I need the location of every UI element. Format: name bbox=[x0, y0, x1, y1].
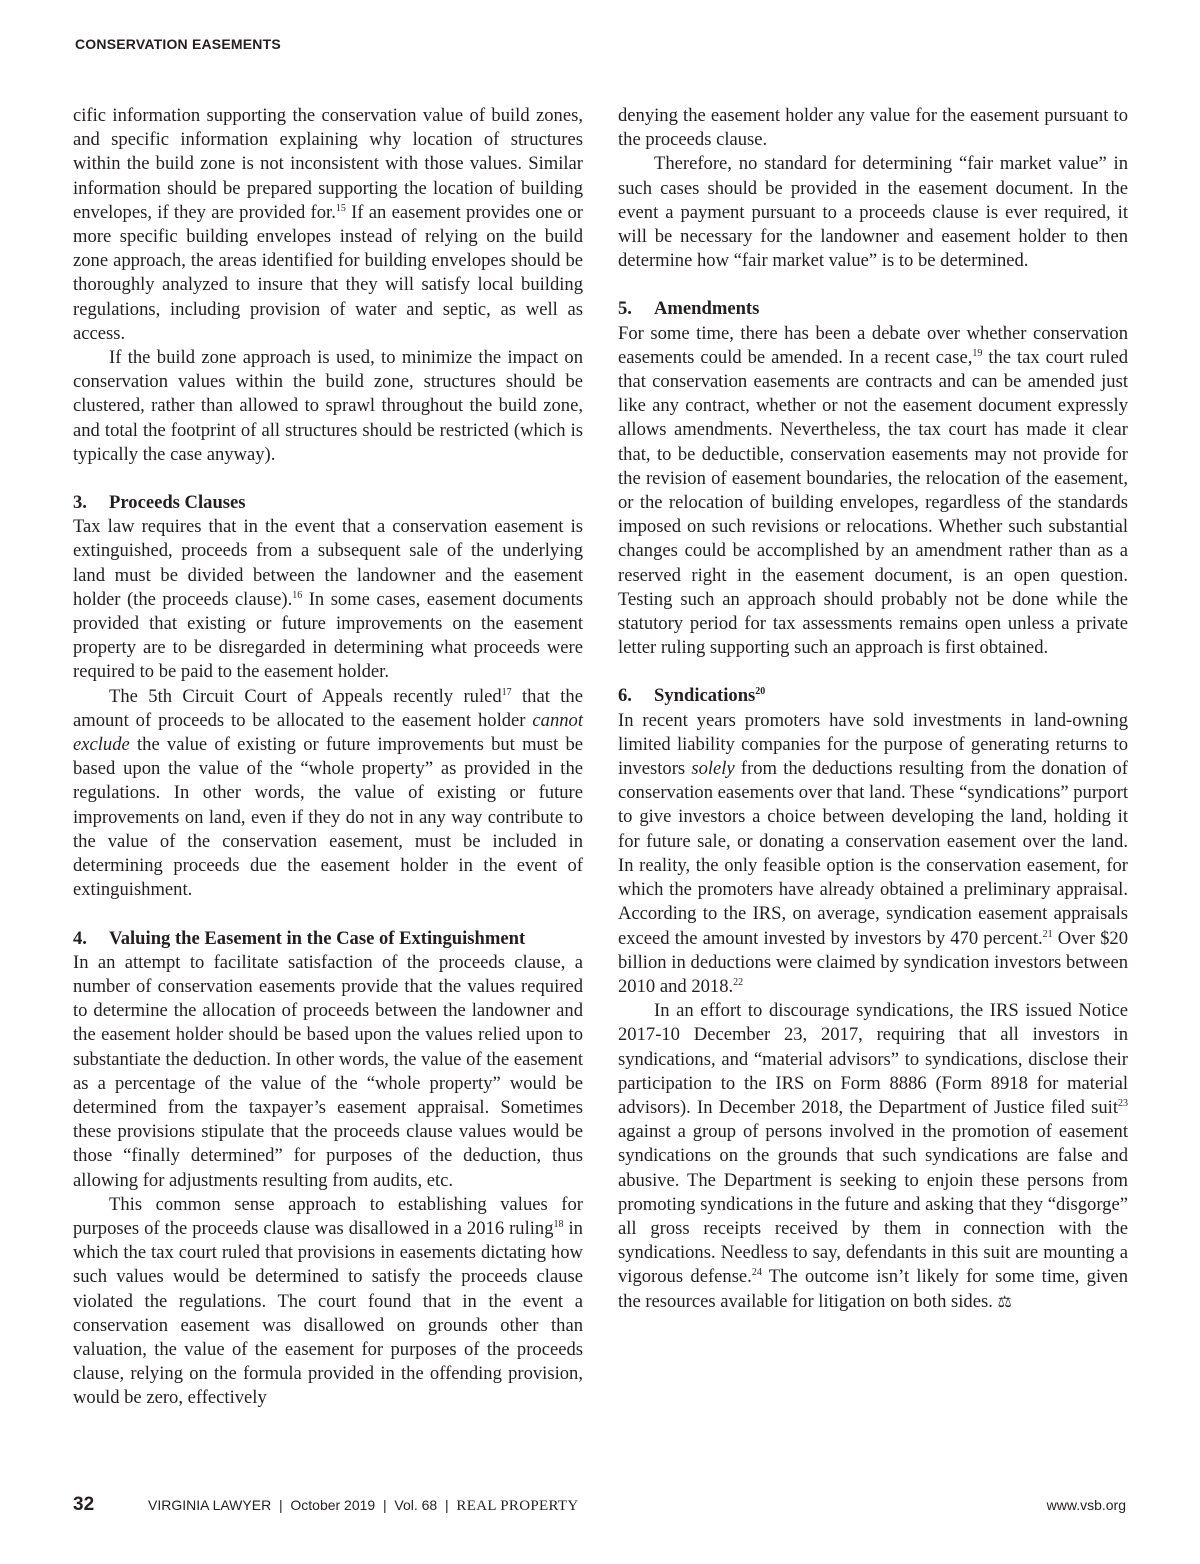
left-column bbox=[73, 104, 583, 1411]
paragraph: Therefore, no standard for determining “fair market value” in such cases should be provided in the easement document. In the event a payment pursuant to a proceeds clause is ever required, it will be necessary for the landowner and easement holder to then determine how “fair market value” is to be determined. bbox=[618, 153, 1128, 272]
running-head: CONSERVATION EASEMENTS bbox=[75, 36, 281, 52]
footnote-ref[interactable]: 20 bbox=[755, 686, 766, 698]
section-heading-4: 4. Valuing the Easement in the Case of Extinguishment bbox=[73, 927, 526, 949]
section-heading-3: 3. Proceeds Clauses bbox=[73, 492, 246, 514]
paragraph: In an attempt to facilitate satisfaction of the proceeds clause, a number of conservation easements provide that the values required to determine the allocation of proceeds between the landowner and the easement holder should be based upon the values relied upon to substantiate the deduction. In other words, the value of the easement as a percentage of the value of the “whole property” would be determined from the taxpayer’s easement appraisal. Sometimes these provisions stipulate that the proceeds clause values would be those “finally determined” for purposes of the deduction, thus allowing for adjustments resulting from audits, etc. bbox=[73, 951, 583, 1191]
footnote-ref[interactable]: 15 bbox=[335, 202, 346, 214]
footnote-ref[interactable]: 18 bbox=[553, 1218, 564, 1230]
scales-icon: ⚖ bbox=[997, 1293, 1012, 1311]
paragraph: This common sense approach to establishing values for purposes of the proceeds clause was disallowed in a 2016 ruling$^{18}$ in which the tax court ruled that provisions in easements dictating how such values would be determined to satisfy the proceeds clause violated the regulations. The court found that in the event a conservation easement was disallowed on grounds other than valuation, the value of the easement for purposes of the proceeds clause, relying on the formula provided in the offending provision, would be zero, effectively bbox=[73, 1193, 583, 1409]
publication-info: VIRGINIA LAWYER | October 2019 | Vol. 68 | REAL PROPERTY bbox=[148, 1497, 579, 1514]
section-heading-5: 5. Amendments bbox=[618, 298, 760, 320]
website-link[interactable]: www.vsb.org bbox=[1046, 1497, 1126, 1513]
paragraph: cific information supporting the conservation value of build zones, and specific information explaining why location of structures within the build zone is not inconsistent with those values. Similar information should be prepared supporting the location of building envelopes, if they are provided for.$^{15}$ If an easement provides one or more specific building envelopes instead of relying on the build zone approach, the areas identified for building envelopes should be thoroughly analyzed to insure that they will satisfy local building regulations, including provision of water and septic, as well as access. bbox=[73, 105, 583, 344]
footnote-ref[interactable]: 22 bbox=[733, 976, 744, 988]
footnote-ref[interactable]: 19 bbox=[972, 347, 983, 359]
footnote-ref[interactable]: 16 bbox=[292, 589, 303, 601]
paragraph: If the build zone approach is used, to minimize the impact on conservation values within the build zone, structures should be clustered, rather than allowed to sprawl throughout the build zone, and total the footprint of all structures should be restricted (which is typically the case anyway). bbox=[73, 347, 583, 465]
paragraph: denying the easement holder any value for the easement pursuant to the proceeds clause. bbox=[618, 105, 1128, 151]
paragraph: In an effort to discourage syndications, the IRS issued Notice 2017-10 December 23, 2017, requiring that all investors in syndications, and “material advisors” to syndications, disclose their participation to the IRS on Form 8886 (Form 8918 for material advisors). In December 2018, the Department of Justice filed suit$^{23}$ against a group of persons involved in the promotion of easement syndications on the grounds that such syndications are false and abusive. The Department is seeking to enjoin these persons from promoting syndications in the future and asking that they “disgorge” all gross receipts received by them in connection with the syndications. Needless to say, defendants in this suit are mounting a vigorous defense.$^{24}$ The outcome isn’t likely for some time, given the resources available for litigation on both sides. ⚖ bbox=[618, 1000, 1128, 1312]
paragraph: In recent years promoters have sold investments in land-owning limited liability companies for the purpose of generating returns to investors solely from the deductions resulting from the donation of conservation easements over that land. These “syndications” purport to give investors a choice between developing the land, holding it for future sale, or donating a conservation easement over the land. In reality, the only feasible option is the conservation easement, for which the promoters have already obtained a preliminary appraisal. According to the IRS, on average, syndication easement appraisals exceed the amount invested by investors by 470 percent.$^{21}$ Over $20 billion in deductions were claimed by syndication investors between 2010 and 2018.22 bbox=[618, 709, 1129, 997]
section-name: REAL PROPERTY bbox=[456, 1498, 579, 1514]
footnote-ref[interactable]: 21 bbox=[1042, 928, 1053, 940]
footnote-ref[interactable]: 23 bbox=[1118, 1097, 1128, 1109]
footnote-ref[interactable]: 17 bbox=[501, 686, 512, 698]
section-heading-6: 6. Syndications$^{20}$ bbox=[618, 685, 766, 707]
page-footer bbox=[0, 1494, 1200, 1518]
footnote-ref[interactable]: 24 bbox=[751, 1267, 762, 1279]
paragraph: The 5th Circuit Court of Appeals recently ruled$^{17}$ that the amount of proceeds to be allocated to the easement holder cannot exclude the value of existing or future improvements but must be based upon the value of the “whole property” as provided in the regulations. In other words, the value of existing or future improvements on land, even if they do not in any way contribute to the value of the conservation easement, must be included in determining proceeds due the easement holder in the event of extinguishment. bbox=[73, 685, 583, 901]
right-column bbox=[618, 104, 1128, 1315]
paragraph: Tax law requires that in the event that a conservation easement is extinguished, proceeds from a subsequent sale of the underlying land must be divided between the landowner and the easement holder (the proceeds clause).$^{16}$ In some cases, easement documents provided that existing or future improvements on the easement property are to be disregarded in determining what proceeds were required to be paid to the easement holder. bbox=[73, 516, 583, 683]
paragraph: For some time, there has been a debate over whether conservation easements could be amended. In a recent case,$^{19}$ the tax court ruled that conservation easements are contracts and can be amended just like any contract, whether or not the easement document expressly allows amendments. Nevertheless, the tax court has made it clear that, to be deductible, conservation easements may not provide for the revision of easement boundaries, the relocation of the easement, or the relocation of building envelopes, regardless of the standards imposed on such revisions or relocations. Whether such substantial changes could be accomplished by an amendment rather than as a reserved right in the easement document, is an open question. Testing such an approach should probably not be done while the statutory period for tax assessments remains open unless a private letter ruling supporting such an approach is first obtained. bbox=[618, 322, 1128, 659]
page-number: 32 bbox=[73, 1494, 95, 1515]
